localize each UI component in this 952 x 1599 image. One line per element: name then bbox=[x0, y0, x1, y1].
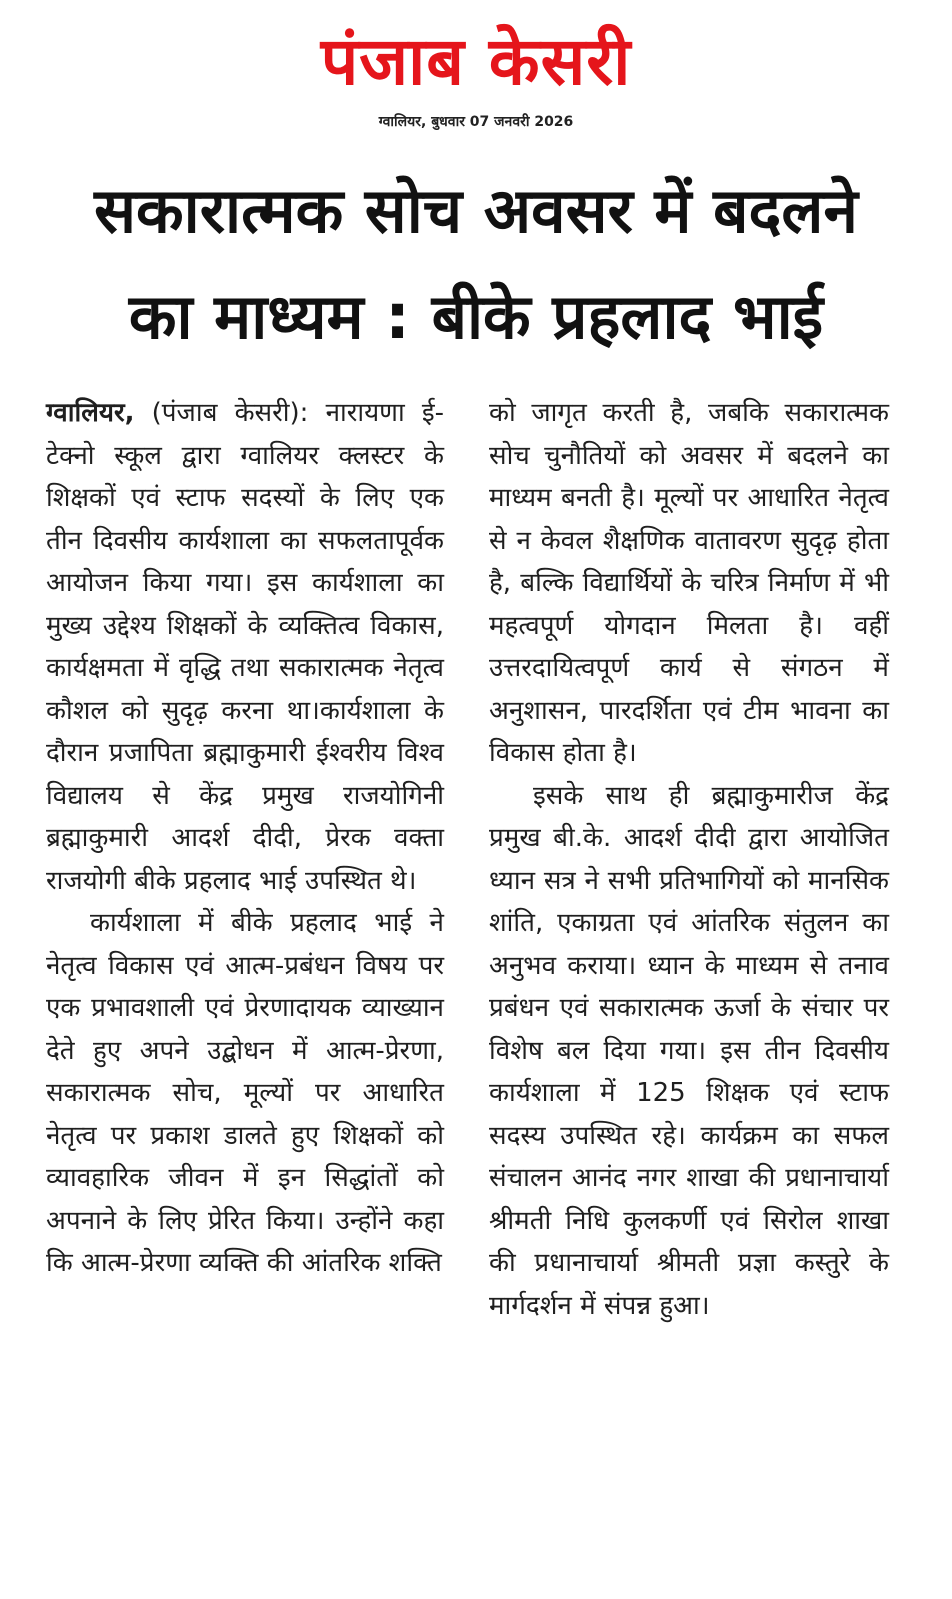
article-column-left bbox=[46, 392, 444, 1285]
article-paragraph: को जागृत करती है, जबकि सकारात्मक सोच चुनौतियों को अवसर में बदलने का माध्यम बनती है। मूल्यों पर आधारित नेतृत्व से न केवल शैक्षणिक वातावरण सुदृढ़ होता है, बल्कि विद्यार्थियों के चरित्र निर्माण में भी महत्वपूर्ण योगदान मिलता है। वहीं उत्तरदायित्वपूर्ण कार्य से संगठन में अनुशासन, पारदर्शिता एवं टीम भावना का विकास होता है। bbox=[489, 398, 889, 768]
paragraph-text: नारायणा ई-टेक्नो स्कूल द्वारा ग्वालियर क्लस्टर के शिक्षकों एवं स्टाफ सदस्यों के लिए एक तीन दिवसीय कार्यशाला का सफलतापूर्वक आयोजन किया गया। इस कार्यशाला का मुख्य उद्देश्य शिक्षकों के व्यक्तित्व विकास, कार्यक्षमता में वृद्धि तथा सकारात्मक नेतृत्व कौशल को सुदृढ़ करना था।कार्यशाला के दौरान प्रजापिता ब्रह्माकुमारी ईश्वरीय विश्व विद्यालय से केंद्र प्रमुख राजयोगिनी ब्रह्माकुमारी आदर्श दीदी, प्रेरक वक्ता राजयोगी बीके प्रहलाद भाई उपस्थित थे। bbox=[46, 398, 445, 896]
article-column-right bbox=[489, 392, 889, 1327]
masthead bbox=[0, 22, 952, 102]
headline-line-1: सकारात्मक सोच अवसर में बदलने bbox=[94, 174, 858, 247]
dateline-source: (पंजाब केसरी): bbox=[151, 398, 309, 428]
headline-line-2: का माध्यम : बीके प्रहलाद भाई bbox=[128, 280, 824, 353]
headline bbox=[40, 158, 912, 370]
article-paragraph: कार्यशाला में बीके प्रहलाद भाई ने नेतृत्व विकास एवं आत्म-प्रबंधन विषय पर एक प्रभावशाली एवं प्रेरणादायक व्याख्यान देते हुए अपने उद्बोधन में आत्म-प्रेरणा, सकारात्मक सोच, मूल्यों पर आधारित नेतृत्व पर प्रकाश डालते हुए शिक्षकों को व्यावहारिक जीवन में इन सिद्धांतों को अपनाने के लिए प्रेरित किया। उन्होंने कहा कि आत्म-प्रेरणा व्यक्ति की आंतरिक शक्ति bbox=[46, 908, 444, 1278]
article-paragraph: इसके साथ ही ब्रह्माकुमारीज केंद्र प्रमुख बी.के. आदर्श दीदी द्वारा आयोजित ध्यान सत्र ने सभी प्रतिभागियों को मानसिक शांति, एकाग्रता एवं आंतरिक संतुलन का अनुभव कराया। ध्यान के माध्यम से तनाव प्रबंधन एवं सकारात्मक ऊर्जा के संचार पर विशेष बल दिया गया। इस तीन दिवसीय कार्यशाला में 125 शिक्षक एवं स्टाफ सदस्य उपस्थित रहे। कार्यक्रम का सफल संचालन आनंद नगर शाखा की प्रधानाचार्या श्रीमती निधि कुलकर्णी एवं सिरोल शाखा की प्रधानाचार्या श्रीमती प्रज्ञा कस्तुरे के मार्गदर्शन में संपन्न हुआ। bbox=[489, 780, 889, 1321]
edition-dateline: ग्वालियर, बुधवार 07 जनवरी 2026 bbox=[378, 114, 574, 130]
newspaper-logo: पंजाब केसरी bbox=[320, 23, 632, 100]
article-paragraph bbox=[46, 392, 444, 902]
dateline-place: ग्वालियर, bbox=[46, 398, 135, 428]
